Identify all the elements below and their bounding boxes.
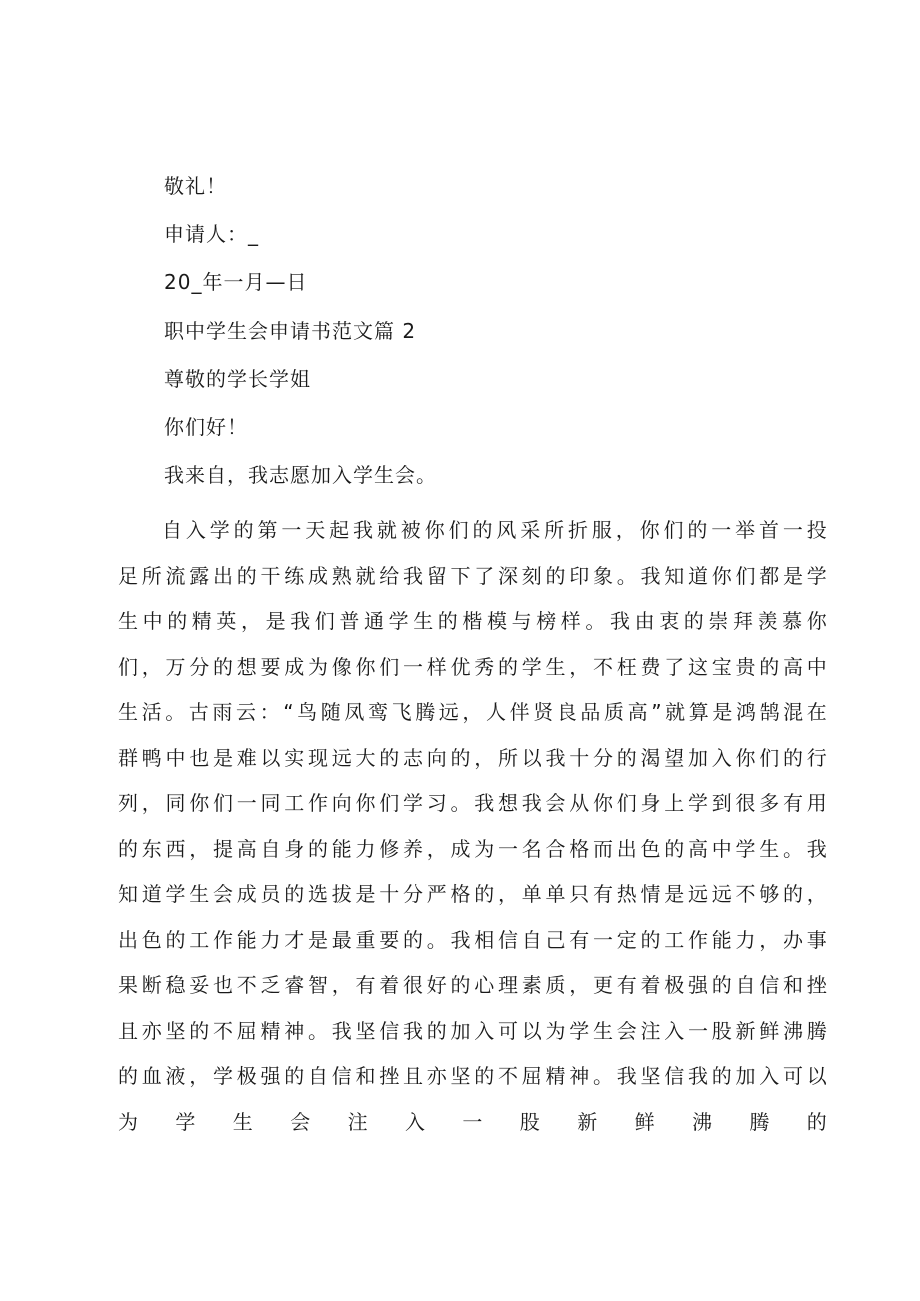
closing-salutation: 敬礼！ [164, 174, 227, 198]
body-paragraph: 自入学的第一天起我就被你们的风采所折服，你们的一举首一投足所流露出的干练成熟就给我留下了深刻的印象。我知道你们都是学生中的精英，是我们普通学生的楷模与榜样。我由衷的崇拜羡慕你们，万分的想要成为像你们一样优秀的学生，不枉费了这宝贵的高中生活。古雨云：“鸟随凤鸾飞腾远，人伴贤良品质高”就算是鸿鹄混在群鸭中也是难以实现远大的志向的，所以我十分的渴望加入你们的行列，同你们一同工作向你们学习。我想我会从你们身上学到很多有用的东西，提高自身的能力修养，成为一名合格而出色的高中学生。我知道学生会成员的选拔是十分严格的，单单只有热情是远远不够的，出色的工作能力才是最重要的。我相信自己有一定的工作能力，办事果断稳妥也不乏睿智，有着很好的心理素质，更有着极强的自信和挫且亦坚的不屈精神。我坚信我的加入可以为学生会注入一股新鲜沸腾的血液，学极强的自信和挫且亦坚的不屈精神。我坚信我的加入可以为学生会注入一股新鲜沸腾的 [118, 518, 830, 1134]
intro-line: 我来自，我志愿加入学生会。 [164, 463, 437, 487]
date-line: 20_年一月—日 [164, 270, 308, 294]
essay-title: 职中学生会申请书范文篇 2 [164, 319, 417, 343]
salutation: 尊敬的学长学姐 [164, 367, 311, 391]
applicant-line: 申请人：_ [164, 222, 259, 246]
greeting: 你们好！ [164, 415, 248, 439]
